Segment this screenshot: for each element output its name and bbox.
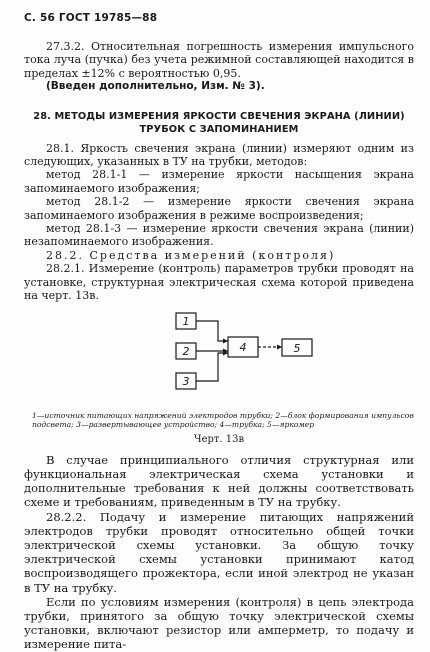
block-2-label: 2 [182, 344, 190, 358]
paragraph-28-2-2: 28.2.2. Подачу и измерение питающих напряжений электродов трубки проводят относительно общей точки электрической схемы установки. За общую точку электрической схемы установки принимают катод воспроизводящего прожектора, если иной электрод не указан в ТУ на трубку. [24, 509, 414, 595]
arrow-4-5 [277, 344, 282, 349]
amendment-note: (Введен дополнительно, Изм. № 3). [46, 80, 265, 93]
arrow-1-4 [223, 338, 228, 343]
diagram-legend: 1—источник питающих напряжений электродов трубки; 2—блок формирования импульсов подсвета; 3—развертывающее устройство; 4—трубка; 5—яркомер [32, 410, 414, 430]
paragraph-conditions: Если по условиям измерения (контроля) в цепь электрода трубки, принятого за общую точку электрической схемы установки, включают резистор или амперметр, то подачу и измерение пита- [24, 594, 414, 652]
method-28-1-1: метод 28.1-1 — измерение яркости насыщения экрана запоминаемого изображения; [24, 168, 414, 195]
line-1-4 [196, 321, 228, 341]
line-3-4 [196, 353, 228, 381]
block-diagram [24, 311, 414, 411]
paragraph-28-1: 28.1. Яркость свечения экрана (линии) измеряют одним из следующих, указанных в ТУ на трубки, методов: [24, 141, 414, 169]
block-diagram-svg [24, 311, 414, 411]
block-1-label: 1 [182, 314, 190, 328]
block-4-label: 4 [239, 340, 247, 354]
method-28-1-3: метод 28.1-3 — измерение яркости свечения экрана (линии) незапоминаемого изображения. [24, 222, 414, 249]
section-title: 28. МЕТОДЫ ИЗМЕРЕНИЯ ЯРКОСТИ СВЕЧЕНИЯ ЭКРАНА (ЛИНИИ) ТРУБОК С ЗАПОМИНАНИЕМ [33, 110, 405, 135]
paragraph-28-2: 28.2. Средства измерений (контроля) [46, 248, 336, 262]
paragraph-28-2-1: 28.2.1. Измерение (контроль) параметров трубки проводят на установке, структурная электрическая схема которой приведена на черт. 13в. [24, 262, 414, 303]
paragraph-principle: В случае принципиального отличия структурная или функциональная электрическая схема установки и дополнительные требования к ней должны соответствовать схеме и требованиям, приведенным в ТУ на трубку. [24, 452, 414, 510]
figure-caption: Черт. 13в [193, 433, 245, 445]
block-5-label: 5 [293, 341, 301, 355]
page-header: С. 56 ГОСТ 19785—88 [24, 12, 158, 24]
paragraph-27-3-2: 27.3.2. Относительная погрешность измерения импульсного тока луча (пучка) без учета режимной составляющей находится в пределах ±12% с вероятностью 0,95. [24, 40, 414, 80]
document-page [24, 12, 414, 652]
method-28-1-2: метод 28.1-2 — измерение яркости свечения экрана запоминаемого изображения в режиме воспроизведения; [24, 195, 414, 222]
block-3-label: 3 [182, 374, 190, 388]
